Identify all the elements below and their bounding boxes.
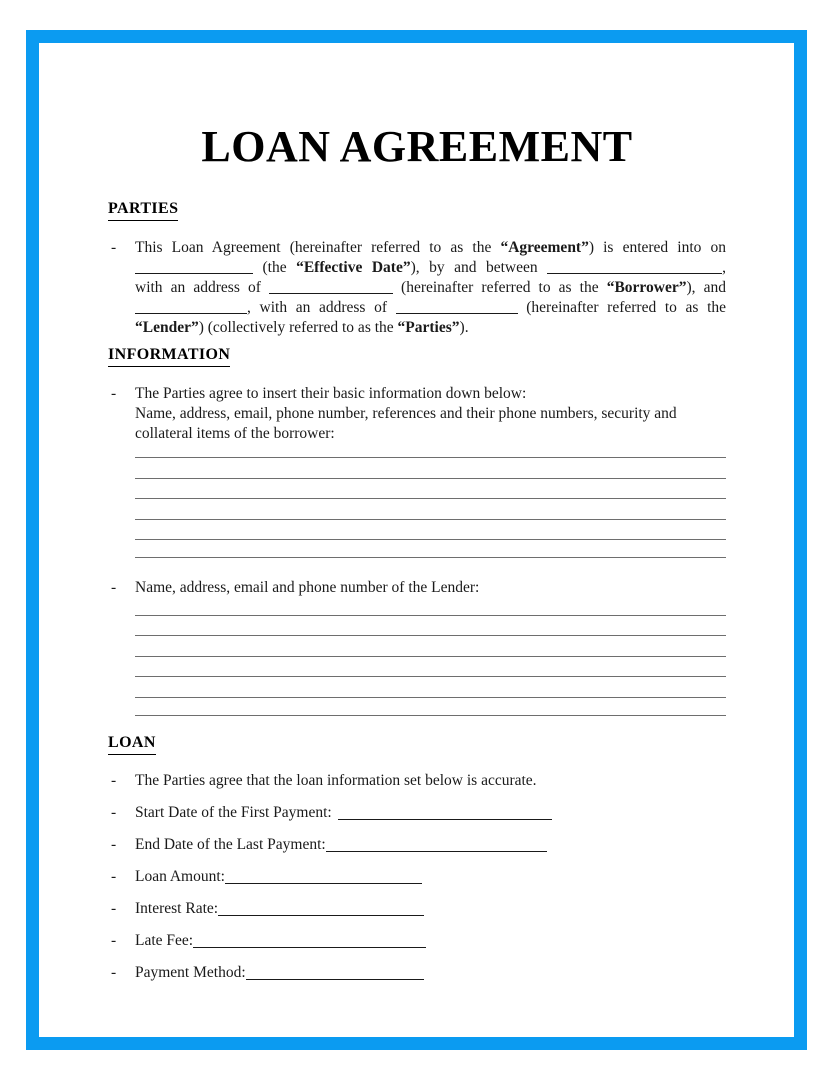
write-in-line <box>135 698 726 717</box>
bullet-line: Name, address, email and phone number of the Lender: <box>135 579 480 596</box>
write-in-line <box>135 677 726 698</box>
paragraph-line <box>135 238 726 258</box>
field-label: Interest Rate: <box>135 900 219 917</box>
write-in-line <box>135 598 726 616</box>
field-label: Loan Amount: <box>135 868 225 885</box>
fill-in-blank <box>547 260 722 274</box>
section-heading-information: INFORMATION <box>108 345 726 367</box>
write-in-line <box>135 636 726 657</box>
text-segment: , <box>722 259 726 276</box>
parties-paragraph-lines <box>135 238 726 338</box>
bullet-line: Name, address, email, phone number, references and their phone numbers, security and <box>135 405 677 422</box>
borrower-write-in-lines <box>135 444 726 558</box>
lender-write-in-lines <box>135 598 726 716</box>
bullet-dash: - <box>111 239 117 256</box>
write-in-line <box>135 520 726 541</box>
bullet-dash: - <box>111 836 117 853</box>
text-segment: ) is entered into on <box>588 239 726 256</box>
text-segment: (hereinafter referred to as the <box>392 279 607 296</box>
write-in-line <box>135 458 726 479</box>
fill-in-blank <box>246 965 424 980</box>
bullet-dash: - <box>111 579 117 596</box>
fill-in-blank <box>135 260 253 274</box>
fill-in-blank <box>338 805 552 820</box>
bullet-line: The Parties agree to insert their basic information down below: <box>135 385 527 402</box>
section-heading-loan: LOAN <box>108 733 726 755</box>
loan-field-row <box>108 931 726 951</box>
bullet-dash: - <box>111 932 117 949</box>
loan-intro-bullet <box>108 771 726 791</box>
field-label: Payment Method: <box>135 964 246 981</box>
bullet-dash: - <box>111 868 117 885</box>
bullet-dash: - <box>111 900 117 917</box>
field-label: End Date of the Last Payment: <box>135 836 326 853</box>
paragraph-line <box>135 298 726 318</box>
bullet-dash: - <box>111 964 117 981</box>
document-title: LOAN AGREEMENT <box>201 122 633 171</box>
fill-in-blank <box>193 933 426 948</box>
paragraph-line <box>135 258 726 278</box>
bullet-dash: - <box>111 804 117 821</box>
write-in-line <box>135 479 726 500</box>
write-in-line <box>135 540 726 558</box>
text-segment: ). <box>459 319 469 336</box>
loan-fields <box>108 803 726 983</box>
bullet-line: The Parties agree that the loan information set below is accurate. <box>135 772 537 789</box>
fill-in-blank <box>225 869 422 884</box>
bullet-line: collateral items of the borrower: <box>135 425 335 442</box>
section-heading-parties: PARTIES <box>108 199 726 221</box>
text-segment: with an address of <box>135 279 269 296</box>
text-segment: This Loan Agreement (hereinafter referred to as the <box>135 239 501 256</box>
field-label: Late Fee: <box>135 932 194 949</box>
text-segment: ), and <box>686 279 727 296</box>
loan-field-row <box>108 867 726 887</box>
text-segment: “Effective Date” <box>296 259 411 276</box>
write-in-line <box>135 616 726 636</box>
fill-in-blank <box>326 837 547 852</box>
text-segment: ) (collectively referred to as the <box>198 319 398 336</box>
parties-paragraph <box>108 238 726 338</box>
paragraph-line <box>135 318 726 338</box>
paragraph-line <box>135 278 726 298</box>
bullet-dash: - <box>111 772 117 789</box>
text-segment: ), by and between <box>410 259 548 276</box>
loan-field-row <box>108 963 726 983</box>
text-segment: “Borrower” <box>606 279 687 296</box>
document-page <box>39 43 794 1050</box>
text-segment: “Lender” <box>135 319 199 336</box>
fill-in-blank <box>396 300 518 314</box>
write-in-line <box>135 499 726 520</box>
text-segment: (the <box>253 259 297 276</box>
loan-field-row <box>108 803 726 823</box>
fill-in-blank <box>218 901 424 916</box>
fill-in-blank <box>269 280 393 294</box>
text-segment: “Agreement” <box>500 239 589 256</box>
fill-in-blank <box>135 300 247 314</box>
write-in-line <box>135 444 726 458</box>
text-segment: , with an address of <box>247 299 396 316</box>
lender-info-bullet <box>108 578 726 598</box>
field-label: Start Date of the First Payment: <box>135 804 332 821</box>
loan-field-row <box>108 835 726 855</box>
text-segment: (hereinafter referred to as the <box>517 299 726 316</box>
loan-field-row <box>108 899 726 919</box>
borrower-info-bullet <box>108 384 726 444</box>
text-segment: “Parties” <box>397 319 460 336</box>
write-in-line <box>135 657 726 678</box>
bullet-dash: - <box>111 385 117 402</box>
